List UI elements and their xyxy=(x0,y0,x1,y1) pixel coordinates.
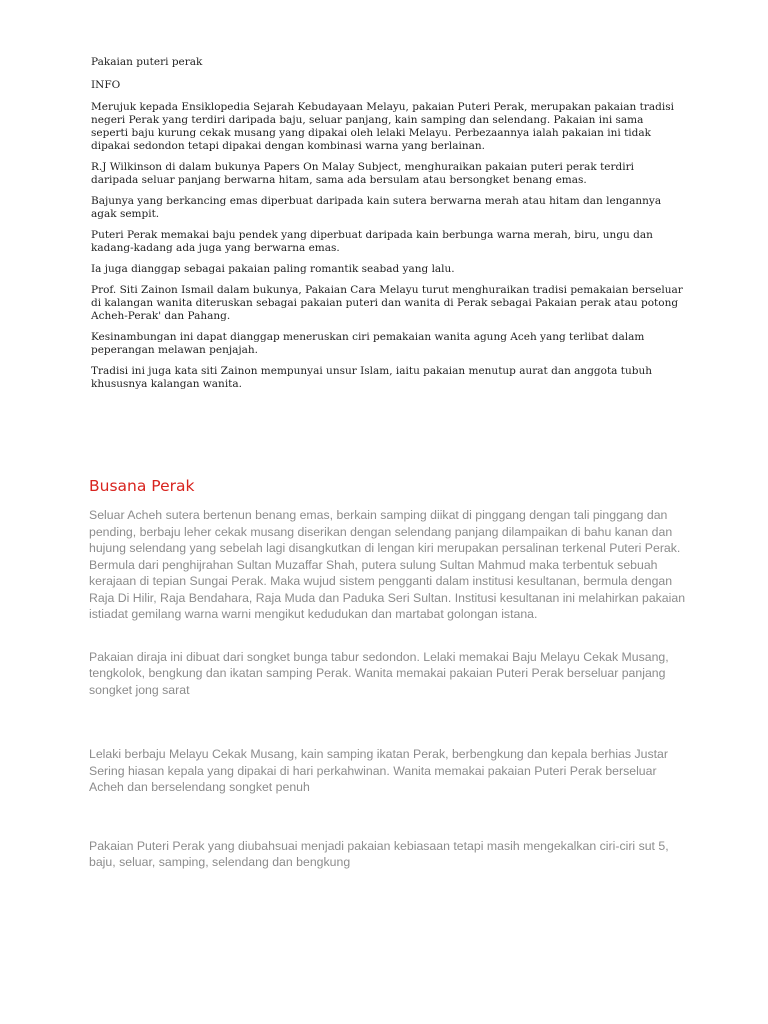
busana-para-ubahsuai: Pakaian Puteri Perak yang diubahsuai menjadi pakaian kebiasaan tetapi masih mengekalkan ciri-ciri sut 5, baju, seluar, samping, selendang dan bengkung xyxy=(89,838,669,869)
busana-para-lelaki: Lelaki berbaju Melayu Cekak Musang, kain samping ikatan Perak, berbengkung dan kepala berhias Justar Sering hiasan kepala yang dipakai di hari perkahwinan. Wanita memakai pakaian Puteri Perak berseluar Acheh dan berselendang songket penuh xyxy=(89,747,668,794)
paragraph-ensiklopedia: Merujuk kepada Ensiklopedia Sejarah Kebudayaan Melayu, pakaian Puteri Perak, merupakan pakaian tradisi negeri Perak yang terdiri daripada baju, seluar panjang, kain samping dan selendang. Pakaian ini sama seperti baju kurung cekak musang yang dipakai oleh lelaki Melayu. Perbezaannya ialah pakaian ini tidak dipakai sedondon tetapi dipakai dengan kombinasi warna yang berlainan. xyxy=(91,101,674,152)
busana-intro-1: Seluar Acheh sutera bertenun benang emas, berkain samping diikat di pinggang dengan tali pinggang dan pending, berbaju leher cekak musang diserikan dengan selendang panjang dilampaikan di bahu kanan dan hujung selendang yang sebelah lagi disangkutkan di lengan kiri merupakan persalinan terkenal Puteri Perak. xyxy=(89,508,681,555)
busana-section xyxy=(89,476,689,871)
info-section xyxy=(91,56,683,399)
paragraph-tradisi-islam: Tradisi ini juga kata siti Zainon mempunyai unsur Islam, iaitu pakaian menutup aurat dan anggota tubuh khususnya kalangan wanita. xyxy=(91,365,653,390)
info-label: INFO xyxy=(91,79,121,91)
paragraph-bajunya: Bajunya yang berkancing emas diperbuat daripada kain sutera berwarna merah atau hitam dan lengannya agak sempit. xyxy=(91,195,662,220)
busana-para-diraja: Pakaian diraja ini dibuat dari songket bunga tabur sedondon. Lelaki memakai Baju Melayu Cekak Musang, tengkolok, bengkung dan ikatan samping Perak. Wanita memakai pakaian Puteri Perak berseluar panjang songket jong sarat xyxy=(89,649,669,697)
paragraph-romantik: Ia juga dianggap sebagai pakaian paling romantik seabad yang lalu. xyxy=(91,263,455,275)
paragraph-baju-pendek: Puteri Perak memakai baju pendek yang diperbuat daripada kain berbunga warna merah, biru, ungu dan kadang-kadang ada juga yang berwarna emas. xyxy=(91,229,653,254)
document-title: Pakaian puteri perak xyxy=(91,56,203,68)
spacer xyxy=(89,796,689,838)
paragraph-siti-zainon: Prof. Siti Zainon Ismail dalam bukunya, Pakaian Cara Melayu turut menghuraikan tradisi pemakaian berseluar di kalangan wanita diteruskan sebagai pakaian puteri dan wanita di Perak sebagai Pakaian perak atau potong Acheh-Perak' dan Pahang. xyxy=(91,284,683,322)
busana-heading: Busana Perak xyxy=(89,477,195,495)
spacer xyxy=(89,623,689,649)
paragraph-kesinambungan: Kesinambungan ini dapat dianggap meneruskan ciri pemakaian wanita agung Aceh yang terlibat dalam peperangan melawan penjajah. xyxy=(91,331,645,356)
paragraph-wilkinson: R.J Wilkinson di dalam bukunya Papers On Malay Subject, menghuraikan pakaian puteri perak terdiri daripada seluar panjang berwarna hitam, sama ada bersulam atau bersongket benang emas. xyxy=(91,161,635,186)
spacer xyxy=(89,698,689,746)
busana-intro-2: Bermula dari penghijrahan Sultan Muzaffar Shah, putera sulung Sultan Mahmud maka terbentuk sebuah kerajaan di tepian Sungai Perak. Maka wujud sistem pengganti dalam institusi kesultanan, bermula dengan Raja Di Hilir, Raja Bendahara, Raja Muda dan Paduka Seri Sultan. Institusi kesultanan ini melahirkan pakaian istiadat gemilang warna warni mengikut kedudukan dan martabat golongan istana. xyxy=(89,557,686,621)
